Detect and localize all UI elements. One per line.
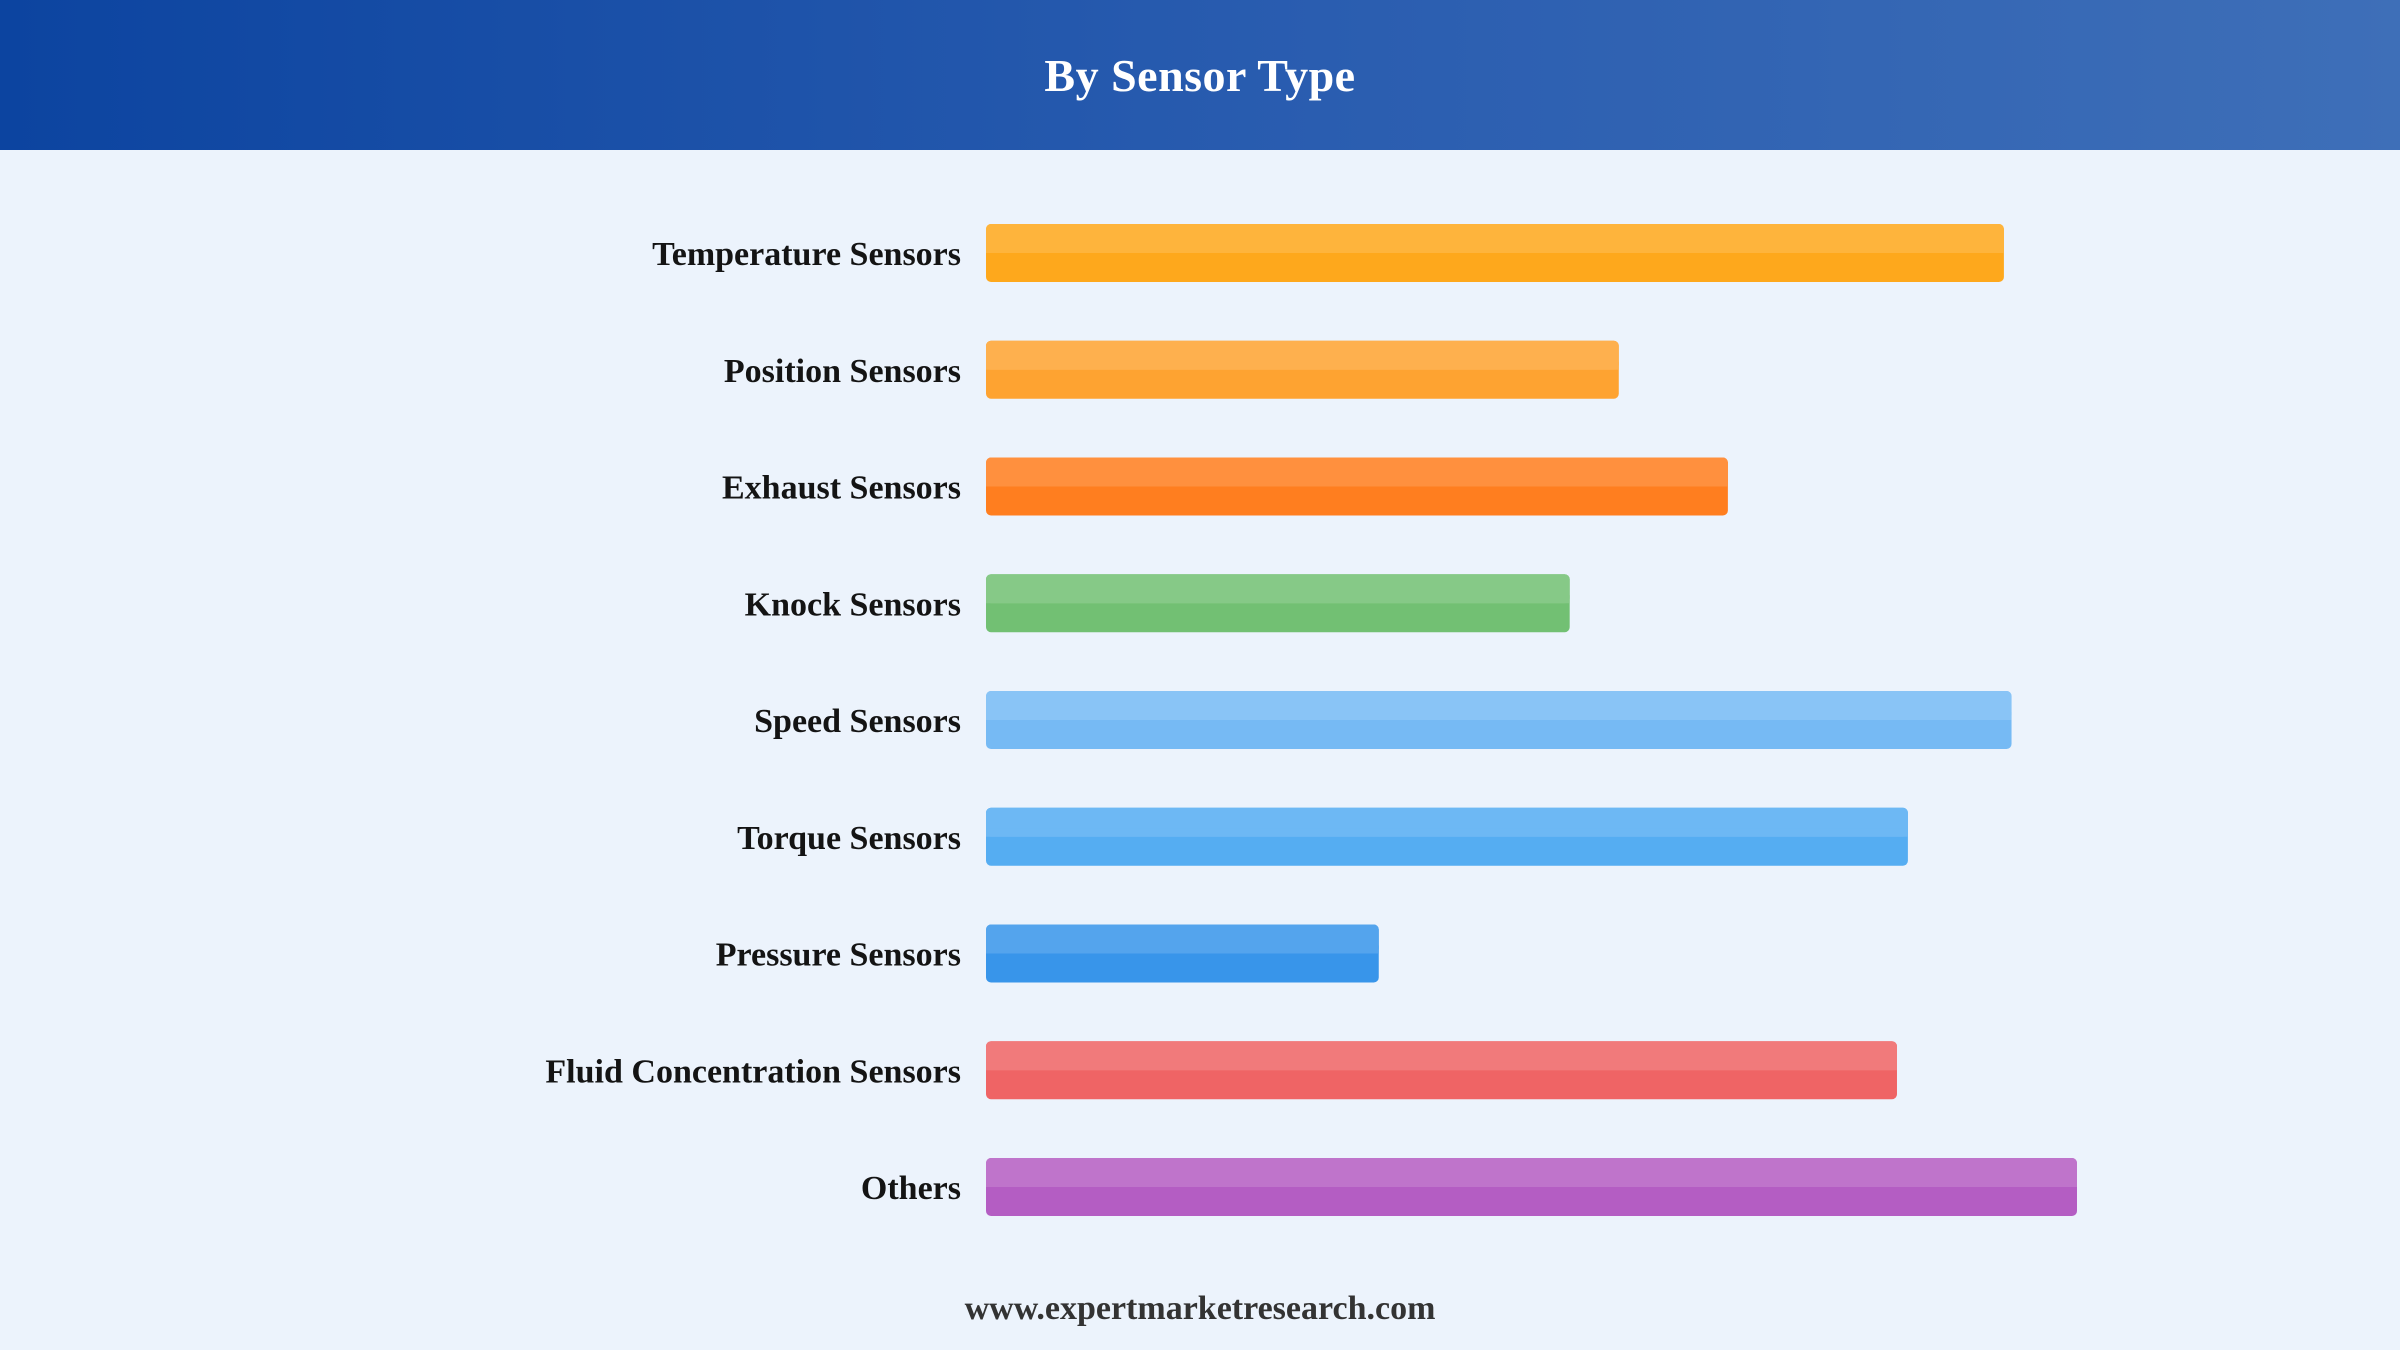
bar-highlight-edge [986, 712, 2012, 720]
bar [986, 691, 2012, 749]
chart-title: By Sensor Type [1044, 49, 1356, 101]
bar-highlight-edge [986, 479, 1728, 487]
category-label: Speed Sensors [754, 703, 961, 740]
category-label: Position Sensors [723, 352, 961, 390]
chart-header [0, 0, 2400, 150]
bar-highlight-edge [986, 1179, 2077, 1187]
bar [986, 1158, 2077, 1216]
bar-highlight-edge [986, 362, 1619, 370]
bar [986, 224, 2004, 282]
category-label: Knock Sensors [744, 586, 961, 624]
bar-highlight-edge [986, 595, 1570, 603]
category-label: Pressure Sensors [715, 936, 961, 974]
bar [986, 808, 1908, 866]
bar [986, 458, 1728, 516]
bar [986, 1041, 1897, 1099]
bar-highlight-edge [986, 1062, 1897, 1070]
source-url: www.expertmarketresearch.com [964, 1290, 1436, 1327]
bar-highlight-edge [986, 946, 1379, 954]
category-label: Exhaust Sensors [721, 469, 961, 507]
category-label: Fluid Concentration Sensors [545, 1053, 961, 1091]
category-label: Others [860, 1170, 961, 1207]
bar [986, 574, 1570, 632]
bar [986, 925, 1379, 983]
category-label: Torque Sensors [737, 819, 961, 857]
bar-chart [0, 150, 2400, 1250]
category-label: Temperature Sensors [652, 236, 961, 273]
bar [986, 341, 1619, 399]
bar-highlight-edge [986, 829, 1908, 837]
bar-highlight-edge [986, 245, 2004, 253]
